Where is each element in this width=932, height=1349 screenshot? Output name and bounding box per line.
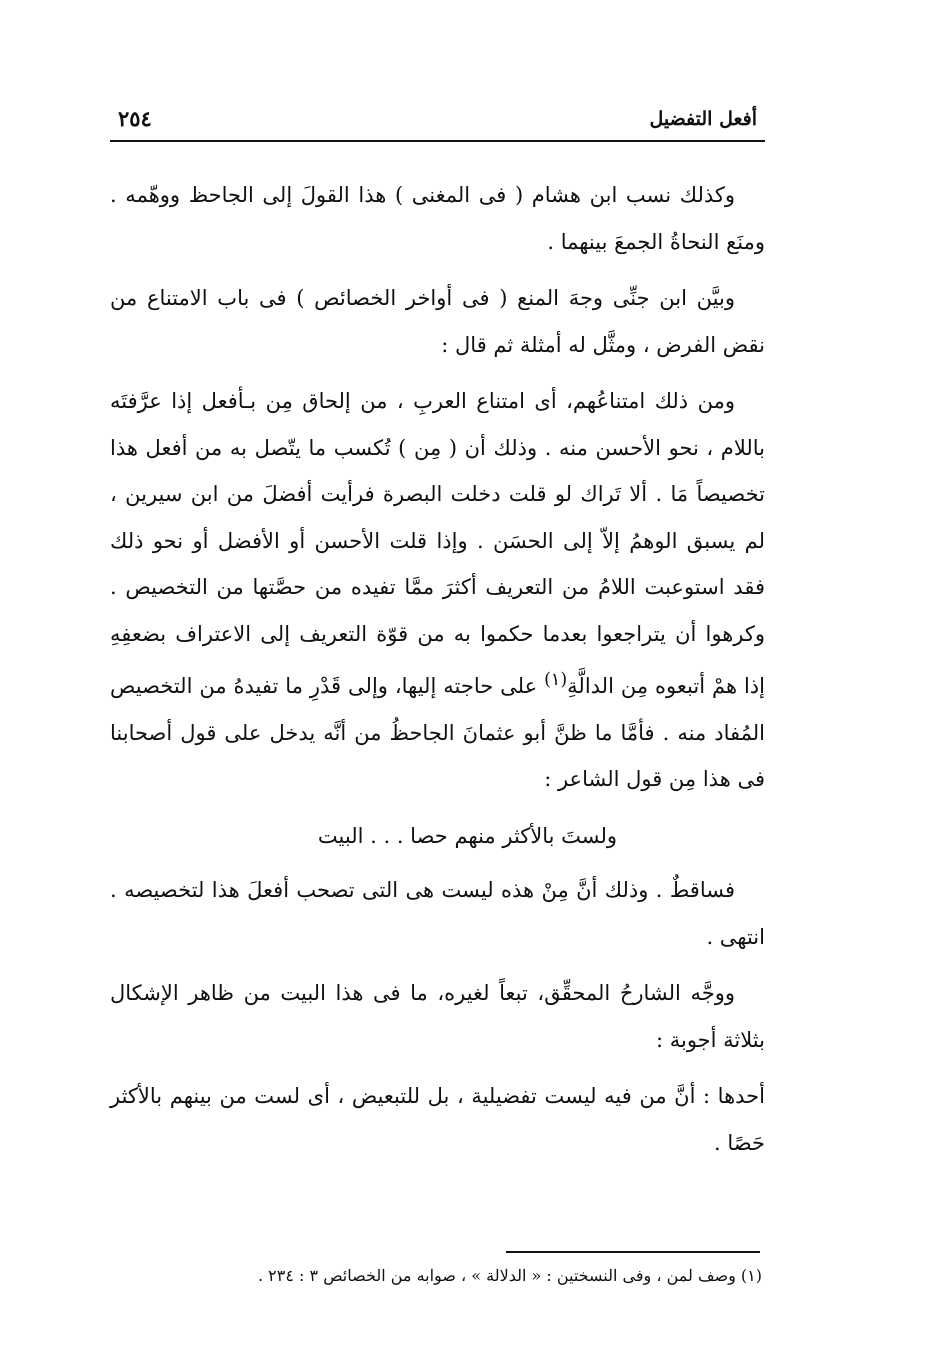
quote-text-continued: على حاجته إليها، وإلى قَدْرِ ما تفيدهُ من التخصيص المُفاد منه . فأمَّا ما ظنَّ أبو عثمانَ الجاحظُ من أنَّه يدخل على قول أصحابنا فى هذا مِن قول الشاعر : (110, 674, 765, 791)
paragraph-4: فساقطٌ . وذلك أنَّ مِنْ هذه ليست هى التى تصحب أفعلَ هذا لتخصيصه . انتهى . (110, 878, 765, 949)
paragraph-3 (110, 378, 765, 803)
footnote: (١) وصف لمن ، وفى النسختين : « الدلالة » ، صوابه من الخصائص ٣ : ٢٣٤ . (258, 1266, 762, 1285)
paragraph-2: وبيَّن ابن جنِّى وجهَ المنع ( فى أواخر الخصائص ) فى باب الامتناع من نقض الفرض ، ومثَّل له أمثلة ثم قال : (110, 286, 765, 357)
paragraph-5: ووجَّه الشارحُ المحقِّق، تبعاً لغيره، ما فى هذا البيت من ظاهر الإشكال بثلاثة أجوبة : (110, 981, 765, 1052)
running-header (110, 98, 765, 142)
book-page (110, 98, 765, 1176)
chapter-title: أفعل التفضيل (649, 108, 757, 130)
page-body (110, 172, 765, 1166)
quote-text: ومن ذلك امتناعُهم، أى امتناع العربِ ، من إلحاق مِن بـأفعل إذا عرَّفتَه باللام ، نحو الأحسن منه . وذلك أن ( مِن ) تُكسب ما يتّصل به من أفعل هذا تخصيصاً مَا . ألا تَراك لو قلت دخلت البصرة فرأيت أفضلَ من ابن سيرين ، لم يسبق الوهمُ إلاّ إلى الحسَن . وإذا قلت الأحسن أو الأفضل أو نحو ذلك فقد استوعبت اللامُ من التعريف أكثرَ ممَّا تفيده من حصَّتها من التخصيص . وكرهوا أن يتراجعوا بعدما حكموا به من قوّة التعريف إلى الاعتراف بضعفِهِ إذا همْ أتبعوه مِن الدالَّةِ (110, 389, 765, 698)
paragraph-1: وكذلك نسب ابن هشام ( فى المغنى ) هذا القولَ إلى الجاحظ ووهّمه . ومنَع النحاةُ الجمعَ بينهما . (110, 183, 765, 254)
footnote-divider (506, 1251, 760, 1253)
page-number: ٢٥٤ (118, 106, 152, 131)
paragraph-6: أحدها : أنَّ من فيه ليست تفضيلية ، بل للتبعيض ، أى لست من بينهم بالأكثر حَصًا . (110, 1084, 765, 1155)
footnote-marker: (١) (544, 670, 568, 690)
verse-line: ولستَ بالأكثر منهم حصا . . . البيت (317, 823, 618, 848)
